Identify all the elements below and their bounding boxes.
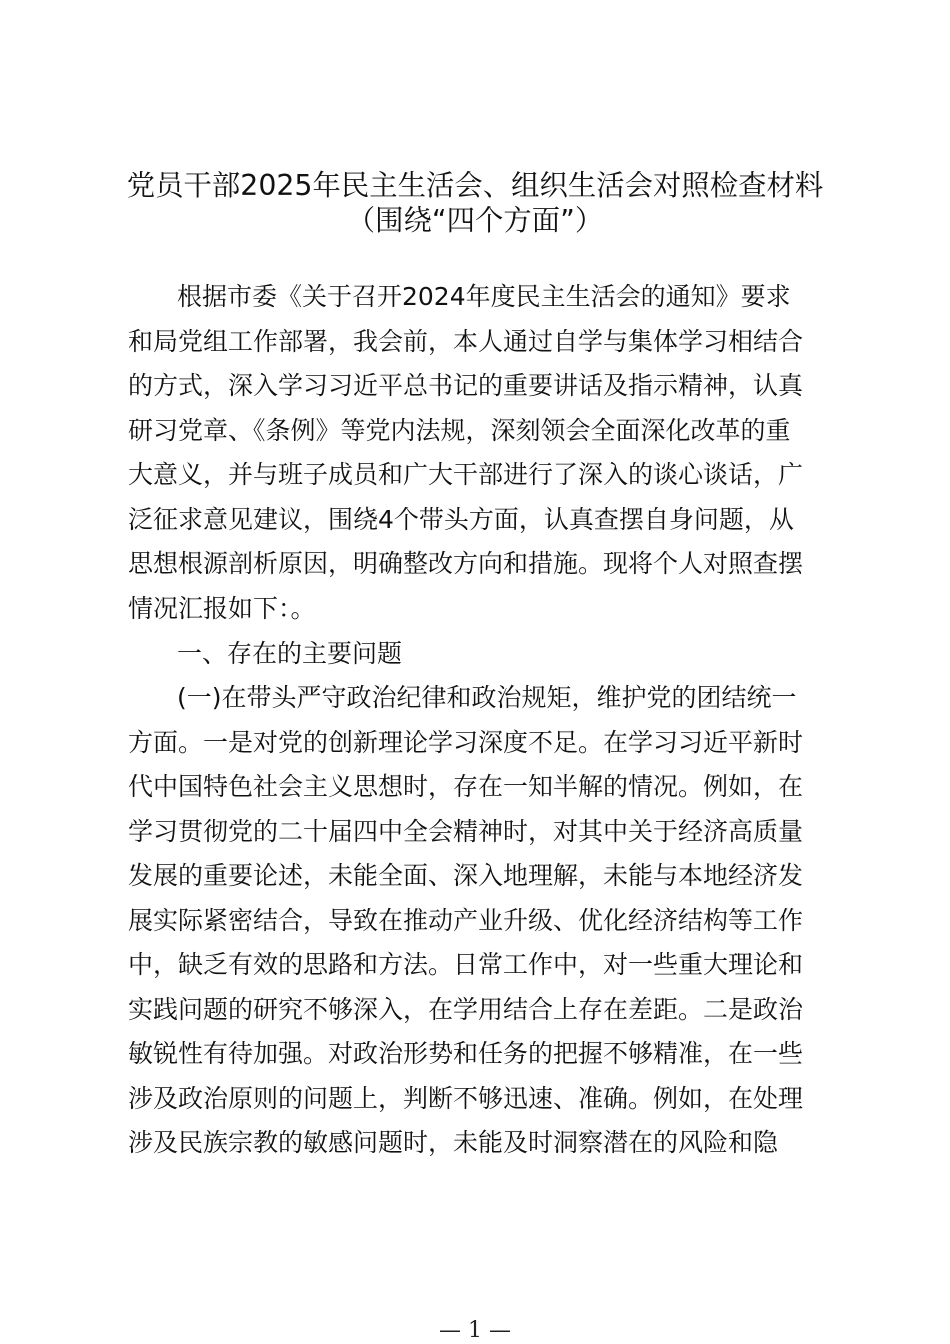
- paragraph-line: 发展的重要论述，未能全面、深入地理解，未能与本地经济发: [128, 861, 804, 890]
- paragraph-line: (一)在带头严守政治纪律和政治规矩，维护党的团结统一: [177, 683, 797, 712]
- paragraph-line: 实践问题的研究不够深入，在学用结合上存在差距。二是政治: [128, 995, 804, 1024]
- document-title: 党员干部2025年民主生活会、组织生活会对照检查材料: [126, 169, 824, 202]
- paragraph-line: 大意义，并与班子成员和广大干部进行了深入的谈心谈话，广: [128, 460, 804, 489]
- section-heading: 一、存在的主要问题: [177, 639, 403, 668]
- paragraph-line: 涉及民族宗教的敏感问题时，未能及时洞察潜在的风险和隐: [128, 1128, 779, 1157]
- paragraph-line: 研习党章、《条例》等党内法规，深刻领会全面深化改革的重: [128, 416, 791, 445]
- paragraph-line: 展实际紧密结合，导致在推动产业升级、优化经济结构等工作: [128, 906, 804, 935]
- page-number: — 1 —: [439, 1318, 511, 1343]
- paragraph-line: 的方式，深入学习习近平总书记的重要讲话及指示精神，认真: [128, 371, 804, 400]
- document-subtitle: （围绕“四个方面”）: [346, 204, 604, 237]
- paragraph-line: 代中国特色社会主义思想时，存在一知半解的情况。例如，在: [128, 772, 804, 801]
- paragraph-line: 学习贯彻党的二十届四中全会精神时，对其中关于经济高质量: [128, 817, 804, 846]
- paragraph-line: 和局党组工作部署，我会前，本人通过自学与集体学习相结合: [128, 327, 804, 356]
- paragraph-line: 敏锐性有待加强。对政治形势和任务的把握不够精准，在一些: [128, 1039, 804, 1068]
- paragraph-line: 涉及政治原则的问题上，判断不够迅速、准确。例如，在处理: [128, 1084, 804, 1113]
- paragraph-line: 泛征求意见建议，围绕4个带头方面，认真查摆自身问题，从: [128, 505, 794, 534]
- paragraph-line: 根据市委《关于召开2024年度民主生活会的通知》要求: [177, 282, 791, 311]
- paragraph-line: 情况汇报如下：。: [128, 594, 316, 623]
- paragraph-line: 方面。一是对党的创新理论学习深度不足。在学习习近平新时: [128, 728, 804, 757]
- paragraph-line: 中，缺乏有效的思路和方法。日常工作中，对一些重大理论和: [128, 950, 804, 979]
- paragraph-line: 思想根源剖析原因，明确整改方向和措施。现将个人对照查摆: [128, 549, 804, 578]
